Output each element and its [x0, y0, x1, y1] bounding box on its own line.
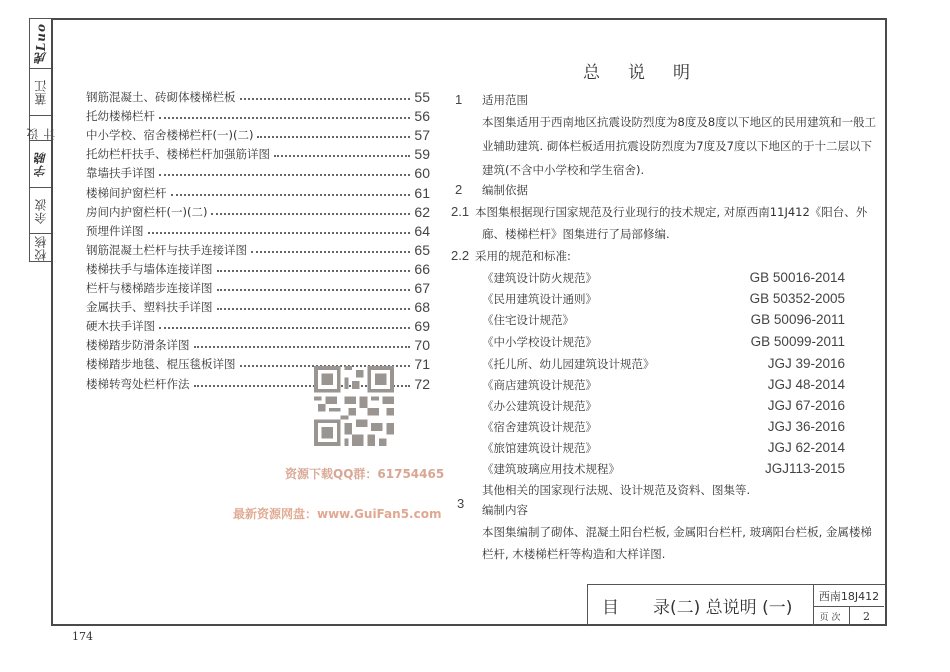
role-cell-design: 设计	[30, 116, 51, 141]
sheet-page-number: 2	[863, 609, 870, 623]
sheet-title: 目 录(二) 总说明 (一)	[588, 585, 814, 626]
standard-code: JGJ 67-2016	[767, 398, 845, 413]
title-block	[587, 584, 885, 626]
paragraph-line: 其他相关的国家现行法规、设计规范及资料、图集等.	[482, 483, 751, 497]
signature-cell-1: 虎Luo	[30, 19, 51, 69]
toc-item[interactable]: 托幼栏杆扶手、楼梯栏杆加强筋详图 59	[86, 146, 430, 163]
approval-strip	[25, 18, 57, 262]
leader-dots	[159, 327, 410, 329]
role-cell-check: 校核	[34, 235, 48, 261]
toc-item[interactable]: 楼梯转弯处栏杆作法 72	[86, 375, 430, 392]
section-title: 编制内容	[482, 503, 528, 517]
standard-name: 《住宅设计规范》	[482, 313, 574, 327]
leader-dots	[257, 136, 410, 138]
standard-code: JGJ 39-2016	[767, 356, 845, 371]
section-title: 编制依据	[482, 183, 528, 197]
page-title: 总说明	[583, 63, 718, 83]
standard-name: 《中小学校设计规范》	[482, 335, 597, 349]
leader-dots	[217, 270, 411, 272]
section-number: 3	[457, 496, 465, 511]
paragraph-line: 栏杆, 木楼梯栏杆等构造和大样详图.	[482, 547, 666, 561]
paragraph-line: 廊、楼梯栏杆》图集进行了局部修编.	[482, 227, 670, 241]
toc-item[interactable]: 钢筋混凝土栏杆与扶手连接详图 65	[86, 241, 430, 258]
standard-name: 《民用建筑设计通则》	[482, 292, 597, 306]
standard-code: JGJ113-2015	[764, 461, 845, 476]
standard-code: GB 50016-2014	[749, 270, 845, 285]
paragraph-line: 建筑(不含中小学校和学生宿舍).	[482, 163, 645, 177]
leader-dots	[217, 289, 411, 291]
name-cell-2: 余波	[30, 188, 51, 234]
toc-item[interactable]: 楼梯间护窗栏杆 61	[86, 184, 430, 201]
leader-dots	[148, 232, 411, 234]
watermark-qq-text: 资源下载QQ群：61754465	[285, 467, 445, 481]
section-number: 2.2	[451, 248, 470, 263]
toc-item[interactable]: 托幼楼梯栏杆 56	[86, 108, 430, 125]
standard-name: 《商店建筑设计规范》	[482, 378, 597, 392]
standard-code: JGJ 62-2014	[767, 440, 845, 455]
section-number: 2	[455, 182, 463, 197]
page-label: 页次	[814, 606, 850, 626]
toc-item[interactable]: 楼梯扶手与墙体连接详图 66	[86, 260, 430, 277]
leader-dots	[171, 194, 411, 196]
paragraph-line: 本图集编制了砌体、混凝土阳台栏板, 金属阳台栏杆, 玻璃阳台栏板, 金属楼梯	[482, 525, 872, 539]
standard-code: JGJ 48-2014	[767, 377, 845, 392]
toc-item[interactable]: 房间内护窗栏杆(一)(二) 62	[86, 203, 430, 220]
toc-item[interactable]: 楼梯踏步地毯、棍压毯板详图 71	[86, 356, 430, 373]
table-of-contents	[86, 86, 430, 392]
paragraph-line: 本图集适用于西南地区抗震设防烈度为8度及8度以下地区的民用建筑和一般工	[482, 115, 877, 129]
section-title: 采用的规范和标准:	[475, 249, 571, 263]
paragraph-line: 业辅助建筑. 砌体栏板适用抗震设防烈度为7度及7度以下地区的于十二层以下	[482, 139, 872, 153]
leader-dots	[217, 308, 411, 310]
standard-name: 《旅馆建筑设计规范》	[482, 441, 597, 455]
standard-name: 《建筑玻璃应用技术规程》	[482, 462, 620, 476]
toc-item[interactable]: 钢筋混凝土、砖砌体楼梯栏板 55	[86, 89, 430, 106]
leader-dots	[211, 213, 410, 215]
standard-code: GB 50352-2005	[749, 291, 845, 306]
watermark-site-text: 最新资源网盘：www.GuiFan5.com	[233, 507, 442, 521]
standard-name: 《宿舍建筑设计规范》	[482, 420, 597, 434]
standard-name: 《建筑设计防火规范》	[482, 271, 597, 285]
standard-code: GB 50099-2011	[750, 334, 845, 349]
leader-dots	[240, 98, 411, 100]
section-number: 2.1	[451, 204, 470, 219]
toc-item[interactable]: 栏杆与楼梯踏步连接详图 67	[86, 280, 430, 297]
section-title: 适用范围	[482, 93, 528, 107]
standard-name: 《托儿所、幼儿园建筑设计规范》	[482, 357, 655, 371]
leader-dots	[274, 155, 410, 157]
standard-code: GB 50096-2011	[750, 312, 845, 327]
leader-dots	[194, 346, 411, 348]
toc-item[interactable]: 楼梯踏步防滑条详图 70	[86, 337, 430, 354]
leader-dots	[159, 117, 410, 119]
atlas-code: 西南18J412	[814, 585, 884, 607]
paragraph-line: 本图集根据现行国家规范及行业现行的技术规定, 对原西南11J412《阳台、外	[475, 205, 868, 219]
section-number: 1	[455, 92, 463, 107]
toc-item[interactable]: 中小学校、宿舍楼梯栏杆(一)(二) 57	[86, 127, 430, 144]
toc-item[interactable]: 硬木扶手详图 69	[86, 318, 430, 335]
signature-cell-2: 字晓	[30, 141, 51, 188]
qr-code-icon	[314, 366, 394, 446]
toc-item[interactable]: 预埋件详图 64	[86, 222, 430, 239]
standard-code: JGJ 36-2016	[767, 419, 845, 434]
leader-dots	[159, 174, 410, 176]
book-page-number: 174	[72, 630, 93, 643]
toc-item[interactable]: 金属扶手、塑料扶手详图 68	[86, 299, 430, 316]
name-cell-1: 董江	[30, 69, 51, 116]
leader-dots	[251, 251, 410, 253]
toc-item[interactable]: 靠墙扶手详图 60	[86, 165, 430, 182]
standard-name: 《办公建筑设计规范》	[482, 399, 597, 413]
